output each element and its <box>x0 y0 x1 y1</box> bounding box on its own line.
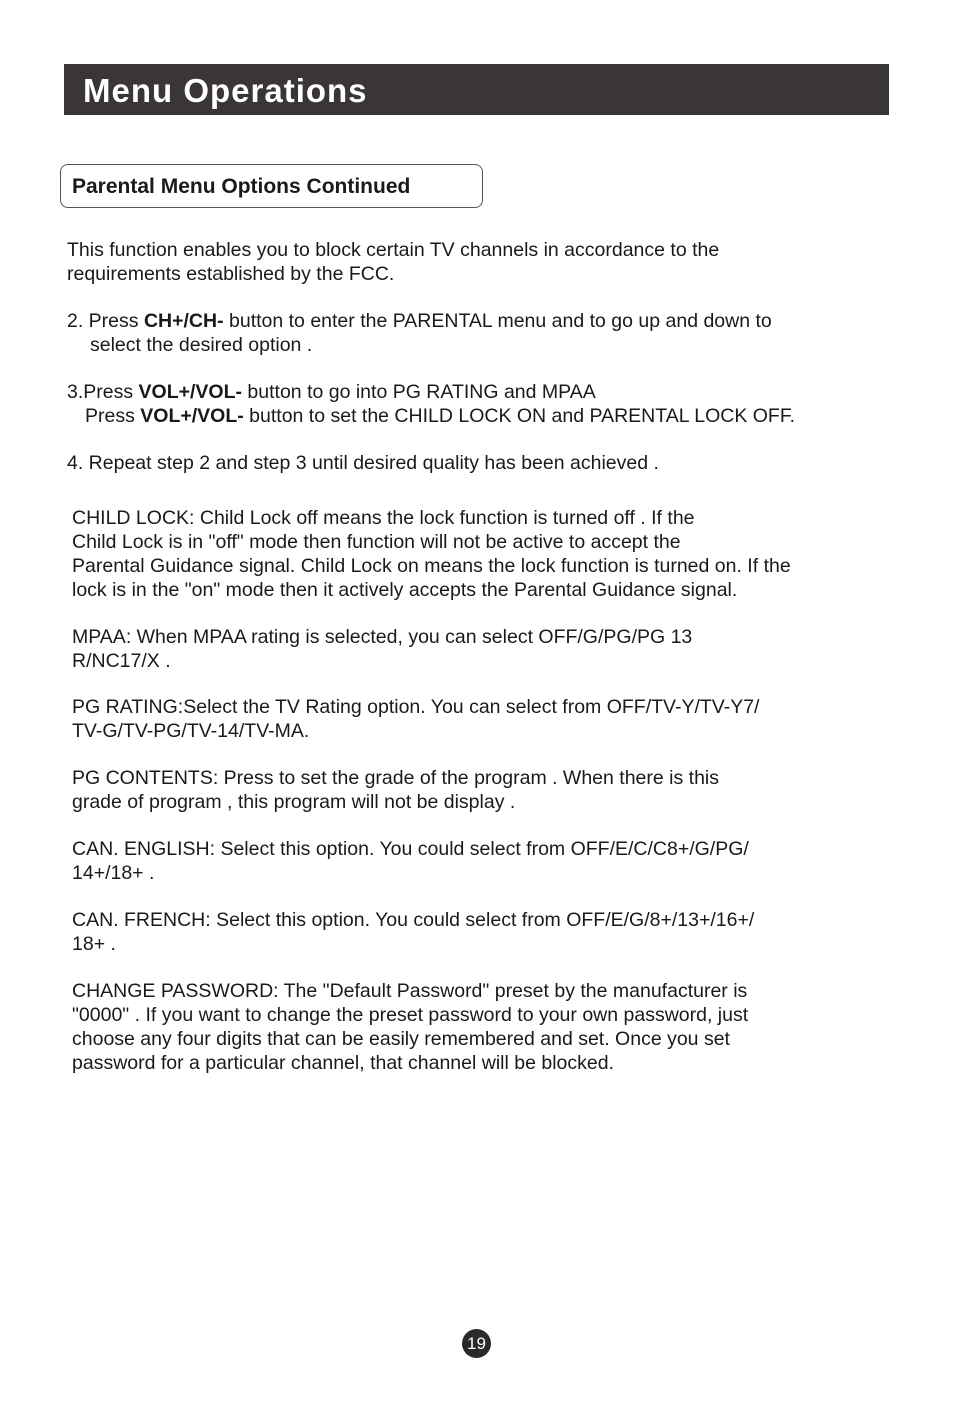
can-english-line: CAN. ENGLISH: Select this option. You could select from OFF/E/C/C8+/G/PG/ <box>72 838 749 860</box>
step-4 <box>67 451 659 475</box>
step-2-line <box>67 309 772 333</box>
step-3-line <box>67 404 795 428</box>
can-french-line: CAN. FRENCH: Select this option. You could select from OFF/E/G/8+/13+/16+/ <box>72 909 755 931</box>
step-3-line <box>67 380 795 404</box>
mpaa-line: MPAA: When MPAA rating is selected, you can select OFF/G/PG/PG 13 <box>72 626 693 648</box>
can-french-line: 18+ . <box>72 933 116 955</box>
mpaa-line: R/NC17/X . <box>72 650 171 672</box>
intro-line: This function enables you to block certain TV channels in accordance to the <box>67 239 720 261</box>
child-lock-paragraph <box>72 506 791 602</box>
change-password-line: CHANGE PASSWORD: The "Default Password" preset by the manufacturer is <box>72 980 748 1002</box>
step-3 <box>67 380 795 428</box>
step-2 <box>67 309 772 357</box>
can-english-paragraph <box>72 837 749 885</box>
child-lock-line: lock is in the "on" mode then it actively accepts the Parental Guidance signal. <box>72 579 738 601</box>
step-3-line2-prefix: Press <box>85 405 141 427</box>
pg-contents-line: PG CONTENTS: Press to set the grade of the program . When there is this <box>72 767 720 789</box>
section-heading-box <box>60 164 483 208</box>
header-bar <box>64 64 889 115</box>
pg-contents-line: grade of program , this program will not be display . <box>72 791 516 813</box>
mpaa-paragraph <box>72 625 692 673</box>
child-lock-line: Parental Guidance signal. Child Lock on means the lock function is turned on. If the <box>72 555 791 577</box>
change-password-line: password for a particular channel, that channel will be blocked. <box>72 1052 614 1074</box>
step-2-prefix: 2. Press <box>67 310 144 332</box>
page-number: 19 <box>462 1329 491 1358</box>
change-password-line: choose any four digits that can be easily remembered and set. Once you set <box>72 1028 730 1050</box>
section-title: Parental Menu Options Continued <box>72 175 411 198</box>
step-3-key: VOL+/VOL- <box>138 381 243 403</box>
step-3-suffix: button to go into PG RATING and MPAA <box>242 381 596 403</box>
pg-rating-line: PG RATING:Select the TV Rating option. You can select from OFF/TV-Y/TV-Y7/ <box>72 696 760 718</box>
intro-line: requirements established by the FCC. <box>67 263 395 285</box>
intro-paragraph <box>67 238 719 286</box>
pg-rating-line: TV-G/TV-PG/TV-14/TV-MA. <box>72 720 310 742</box>
step-2-line: select the desired option . <box>90 334 313 356</box>
step-4-line: 4. Repeat step 2 and step 3 until desired quality has been achieved . <box>67 452 659 474</box>
change-password-line: "0000" . If you want to change the preset password to your own password, just <box>72 1004 749 1026</box>
child-lock-line: CHILD LOCK: Child Lock off means the lock function is turned off . If the <box>72 507 695 529</box>
step-3-line2-key: VOL+/VOL- <box>140 405 244 427</box>
pg-rating-paragraph <box>72 695 759 743</box>
pg-contents-paragraph <box>72 766 719 814</box>
step-2-suffix: button to enter the PARENTAL menu and to go up and down to <box>223 310 772 332</box>
step-2-key: CH+/CH- <box>143 310 224 332</box>
page-title: Menu Operations <box>83 72 368 109</box>
change-password-paragraph <box>72 979 748 1075</box>
child-lock-line: Child Lock is in "off" mode then function will not be active to accept the <box>72 531 681 553</box>
can-english-line: 14+/18+ . <box>72 862 155 884</box>
can-french-paragraph <box>72 908 754 956</box>
step-3-prefix: 3.Press <box>67 381 139 403</box>
step-3-line2-suffix: button to set the CHILD LOCK ON and PARENTAL LOCK OFF. <box>243 405 796 427</box>
